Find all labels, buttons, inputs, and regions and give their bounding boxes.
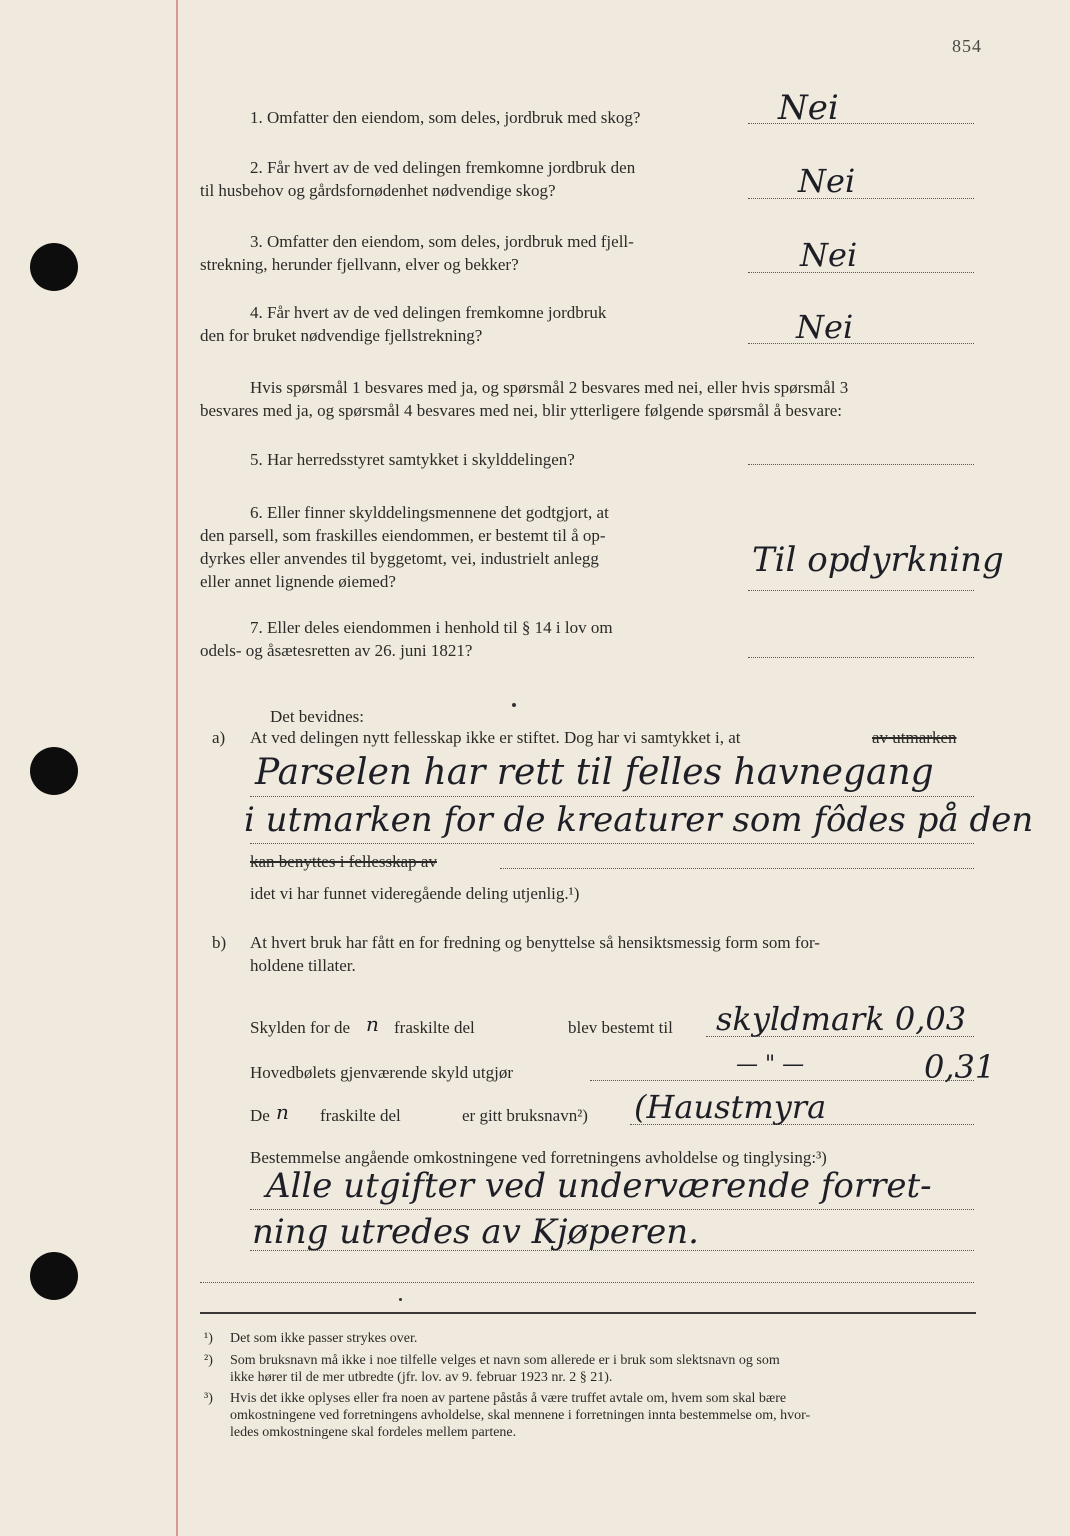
instruction-line2: besvares med ja, og spørsmål 4 besvares med nei, blir ytterligere følgende spørsmål å besvare:	[200, 401, 843, 420]
answer-line	[200, 1282, 974, 1283]
certification-a-handwriting-2: i utmarken for de kreaturer som fôdes på den	[244, 800, 1034, 840]
skyld-line3-b: fraskilte del	[320, 1106, 401, 1125]
certification-a-handwriting-1: Parselen har rett til felles havnegang	[255, 752, 934, 793]
skyld-line4-text: Bestemmelse angående omkostningene ved forretningens avholdelse og tinglysing:³)	[250, 1148, 827, 1167]
ink-dot	[512, 703, 516, 707]
footnote-separator	[200, 1312, 976, 1314]
footnote-text: Som bruksnavn må ikke i noe tilfelle velges et navn som allerede er i bruk som slektsnavn og som	[230, 1353, 780, 1368]
footnote-3	[204, 1390, 786, 1407]
certification-b-line2: holdene tillater.	[250, 956, 356, 975]
question-7-line2: odels- og åsætesretten av 26. juni 1821?	[200, 641, 473, 660]
skyld-line1-a: Skylden for de	[250, 1018, 351, 1037]
footnote-mark: ³)	[204, 1391, 213, 1406]
instruction-line1: Hvis spørsmål 1 besvares med ja, og spørsmål 2 besvares med nei, eller hvis spørsmål 3	[250, 378, 849, 397]
skyld-line3-value: (Haustmyra	[634, 1088, 827, 1126]
footnote-text: Det som ikke passer strykes over.	[230, 1331, 418, 1346]
question-7-line1: 7. Eller deles eiendommen i henhold til § 14 i lov om	[250, 618, 613, 637]
answer-line	[748, 198, 974, 199]
skyld-line3-hand: n	[276, 1100, 289, 1124]
skyld-line3-a: De	[250, 1106, 270, 1125]
question-6-answer: Til opdyrkning	[752, 540, 1004, 580]
footnote-1	[204, 1330, 417, 1347]
question-2-answer: Nei	[798, 162, 856, 200]
footnote-text: Hvis det ikke oplyses eller fra noen av partene påstås å være truffet avtale om, hvem som skal bære	[230, 1391, 787, 1406]
answer-line	[500, 868, 974, 869]
skyld-line1-b: fraskilte del	[394, 1018, 475, 1037]
question-1-text: 1. Omfatter den eiendom, som deles, jordbruk med skog?	[250, 108, 641, 127]
answer-line	[706, 1036, 974, 1037]
footnote-2	[204, 1352, 780, 1369]
answer-line	[250, 796, 974, 797]
answer-line	[748, 590, 974, 591]
answer-line	[748, 464, 974, 465]
skyld-line2-value: 0,31	[924, 1048, 996, 1086]
certification-a-end: idet vi har funnet videregående deling utjenlig.¹)	[250, 884, 580, 903]
skyld-line2-dash: — " —	[736, 1052, 805, 1077]
costs-handwriting-2: ning utredes av Kjøperen.	[252, 1212, 699, 1252]
answer-line	[748, 657, 974, 658]
answer-line	[748, 123, 974, 124]
answer-line	[250, 1250, 974, 1251]
punch-hole	[30, 747, 78, 795]
answer-line	[250, 843, 974, 844]
skyld-line1-value: skyldmark 0,03	[716, 1000, 967, 1038]
costs-handwriting-1: Alle utgifter ved underværende forret-	[266, 1166, 932, 1206]
certification-a-struck-2: kan benyttes i fellesskap av	[250, 852, 437, 871]
footnote-3-cont: omkostningene ved forretningens avholdelse, skal mennene i forretningen innta bestemmelse om, hvor-	[230, 1408, 811, 1423]
question-2-line1: 2. Får hvert av de ved delingen fremkomne jordbruk den	[250, 158, 636, 177]
question-6-line2: den parsell, som fraskilles eiendommen, er bestemt til å op-	[200, 526, 606, 545]
question-6-line3: dyrkes eller anvendes til byggetomt, vei, industrielt anlegg	[200, 549, 599, 568]
footnote-3-cont: ledes omkostningene skal fordeles mellem partene.	[230, 1425, 517, 1440]
answer-line	[250, 1209, 974, 1210]
footnote-mark: ¹)	[204, 1331, 213, 1346]
answer-line	[630, 1124, 974, 1125]
certification-a-label: a)	[212, 728, 226, 747]
footnote-mark: ²)	[204, 1353, 213, 1368]
certification-a-struck: av utmarken	[872, 728, 957, 747]
question-3-answer: Nei	[800, 236, 858, 274]
skyld-line1-hand: n	[366, 1012, 379, 1036]
certification-heading: Det bevidnes:	[270, 707, 364, 726]
skyld-line3-c: er gitt bruksnavn²)	[462, 1106, 588, 1125]
question-4-line2: den for bruket nødvendige fjellstrekning?	[200, 326, 483, 345]
punch-hole	[30, 243, 78, 291]
certification-a-text: At ved delingen nytt fellesskap ikke er stiftet. Dog har vi samtykket i, at	[250, 728, 741, 747]
certification-b-label: b)	[212, 933, 227, 952]
page-number: 854	[952, 36, 982, 56]
question-4-answer: Nei	[796, 308, 854, 346]
skyld-line1-c: blev bestemt til	[568, 1018, 673, 1037]
punch-hole	[30, 1252, 78, 1300]
question-5-text: 5. Har herredsstyret samtykket i skylddelingen?	[250, 450, 575, 469]
question-6-line4: eller annet lignende øiemed?	[200, 572, 396, 591]
question-4-line1: 4. Får hvert av de ved delingen fremkomne jordbruk	[250, 303, 607, 322]
answer-line	[590, 1080, 974, 1081]
ink-dot	[399, 1298, 402, 1301]
skyld-line2-text: Hovedbølets gjenværende skyld utgjør	[250, 1063, 513, 1082]
question-1-answer: Nei	[778, 88, 839, 128]
margin-line	[176, 0, 178, 1536]
answer-line	[748, 272, 974, 273]
question-3-line2: strekning, herunder fjellvann, elver og bekker?	[200, 255, 519, 274]
certification-b-line1: At hvert bruk har fått en for fredning og benyttelse så hensiktsmessig form som for-	[250, 933, 820, 952]
question-3-line1: 3. Omfatter den eiendom, som deles, jordbruk med fjell-	[250, 232, 634, 251]
question-2-line2: til husbehov og gårdsfornødenhet nødvendige skog?	[200, 181, 556, 200]
question-6-line1: 6. Eller finner skylddelingsmennene det godtgjort, at	[250, 503, 609, 522]
footnote-2-cont: ikke hører til de mer utbredte (jfr. lov. av 9. februar 1923 nr. 2 § 21).	[230, 1370, 613, 1385]
answer-line	[748, 343, 974, 344]
